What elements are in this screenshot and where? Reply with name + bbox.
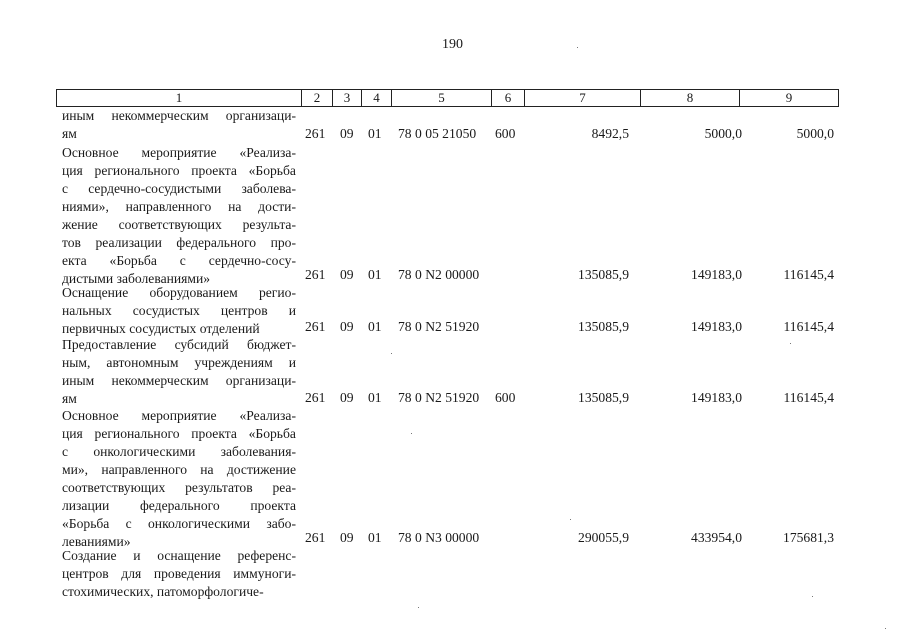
header-col-8: 8 (640, 90, 739, 106)
text-line: Основное мероприятие «Реализа- (62, 145, 296, 160)
header-col-1: 1 (175, 90, 183, 105)
text-line: стохимических, патоморфологиче- (62, 584, 264, 599)
text-line: Предоставление субсидий бюджет- (62, 337, 296, 352)
row-2-col-9: 116145,4 (783, 267, 834, 282)
row-1-col-9: 5000,0 (796, 126, 834, 141)
scan-speck (411, 433, 412, 434)
text-line: «Борьба с онкологическими забо- (62, 516, 296, 531)
text-line: тов реализации федерального про- (62, 235, 296, 250)
row-3-name (62, 284, 296, 338)
row-6-name (62, 547, 296, 601)
row-4-col-4: 01 (368, 390, 382, 405)
text-line: ниями», направленного на дости- (62, 199, 296, 214)
text-line: соответствующих результатов реа- (62, 480, 296, 495)
row-3-col-8: 149183,0 (691, 319, 742, 334)
row-3-col-3: 09 (340, 319, 354, 334)
text-line: с онкологическими заболевания- (62, 444, 296, 459)
row-1-col-4: 01 (368, 126, 382, 141)
row-4-col-5: 78 0 N2 51920 (398, 390, 480, 405)
text-line: центров для проведения иммуноги- (62, 566, 296, 581)
row-4-col-6: 600 (495, 390, 516, 405)
text-line: иным некоммерческим организаци- (62, 373, 296, 388)
text-line: екта «Борьба с сердечно-сосу- (62, 253, 296, 268)
row-3-col-4: 01 (368, 319, 382, 334)
text-line: первичных сосудистых отделений (62, 321, 260, 336)
row-1-name (62, 107, 296, 143)
row-3-col-5: 78 0 N2 51920 (398, 319, 480, 334)
text-line: Создание и оснащение референс- (62, 548, 296, 563)
scan-speck (391, 353, 392, 354)
row-5-col-8: 433954,0 (691, 530, 742, 545)
text-line: жение соответствующих результа- (62, 217, 296, 232)
row-4-col-9: 116145,4 (783, 390, 834, 405)
row-1-col-7: 8492,5 (591, 126, 629, 141)
header-col-2: 2 (301, 90, 332, 106)
row-5-col-3: 09 (340, 530, 354, 545)
row-2-col-7: 135085,9 (578, 267, 629, 282)
text-line: ция регионального проекта «Борьба (62, 163, 296, 178)
text-line: ям (62, 126, 77, 141)
row-2-col-5: 78 0 N2 00000 (398, 267, 480, 282)
row-2-col-2: 261 (305, 267, 326, 282)
row-4-col-3: 09 (340, 390, 354, 405)
text-line: иным некоммерческим организаци- (62, 108, 296, 123)
text-line: ям (62, 391, 77, 406)
header-col-7: 7 (524, 90, 640, 106)
row-4-name (62, 336, 296, 408)
row-3-col-7: 135085,9 (578, 319, 629, 334)
row-5-col-4: 01 (368, 530, 382, 545)
scan-speck (812, 596, 813, 597)
text-line: лизации федерального проекта (62, 498, 296, 513)
text-line: с сердечно-сосудистыми заболева- (62, 181, 296, 196)
row-2-col-4: 01 (368, 267, 382, 282)
row-5-name (62, 407, 296, 551)
row-1-col-8: 5000,0 (704, 126, 742, 141)
scan-speck (570, 519, 571, 520)
row-2-name (62, 144, 296, 288)
row-5-col-5: 78 0 N3 00000 (398, 530, 480, 545)
table-header (56, 89, 839, 107)
header-col-4: 4 (361, 90, 391, 106)
scan-speck (885, 628, 886, 629)
text-line: нальных сосудистых центров и (62, 303, 296, 318)
text-line: ным, автономным учреждениям и (62, 355, 296, 370)
page-number: 190 (442, 37, 463, 52)
text-line: дистыми заболеваниями» (62, 271, 211, 286)
text-line: ция регионального проекта «Борьба (62, 426, 296, 441)
header-col-9: 9 (739, 90, 838, 106)
scan-speck (418, 607, 419, 608)
text-line: леваниями» (62, 534, 131, 549)
text-line: Основное мероприятие «Реализа- (62, 408, 296, 423)
row-1-col-3: 09 (340, 126, 354, 141)
scan-speck (577, 47, 578, 48)
row-3-col-2: 261 (305, 319, 326, 334)
row-2-col-3: 09 (340, 267, 354, 282)
header-col-5: 5 (391, 90, 491, 106)
row-2-col-8: 149183,0 (691, 267, 742, 282)
text-line: ми», направленного на достижение (62, 462, 296, 477)
row-1-col-6: 600 (495, 126, 516, 141)
header-col-6: 6 (491, 90, 524, 106)
row-5-col-9: 175681,3 (783, 530, 834, 545)
scan-speck (790, 343, 791, 344)
row-5-col-7: 290055,9 (578, 530, 629, 545)
header-col-3: 3 (332, 90, 361, 106)
row-1-col-2: 261 (305, 126, 326, 141)
row-5-col-2: 261 (305, 530, 326, 545)
text-line: Оснащение оборудованием регио- (62, 285, 296, 300)
row-3-col-9: 116145,4 (783, 319, 834, 334)
row-1-col-5: 78 0 05 21050 (398, 126, 477, 141)
row-4-col-7: 135085,9 (578, 390, 629, 405)
row-4-col-2: 261 (305, 390, 326, 405)
row-4-col-8: 149183,0 (691, 390, 742, 405)
